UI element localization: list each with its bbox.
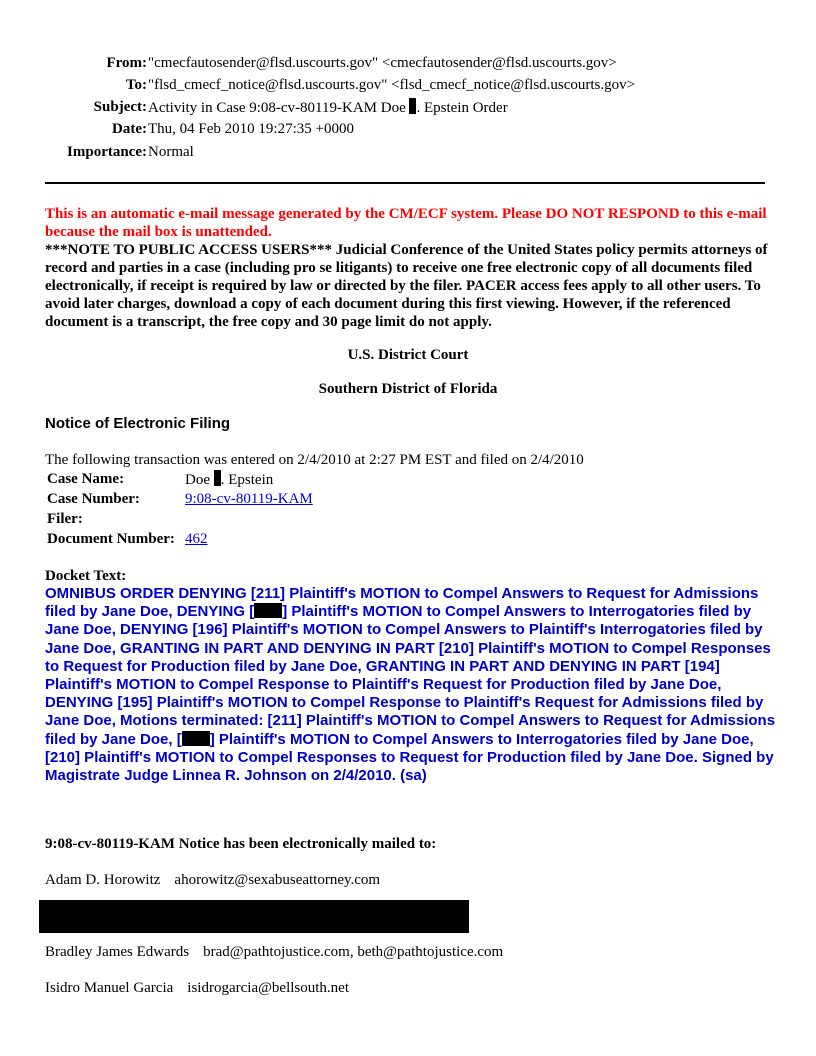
case-number-label: Case Number: [47, 491, 140, 507]
docket-text-part-3: ] Plaintiff's MOTION to Compel Answers to Interrogatories filed by Jane Doe, [210] Plaintiff's MOTION to Compel Responses to Request for Production filed by Jane Doe. Signed by Magistrate Judge Linnea R. Johnson on 2/4/2010. (sa) [45, 730, 774, 785]
recipient-row [45, 872, 380, 889]
auto-message-warning: This is an automatic e-mail message generated by the CM/ECF system. Please DO NOT RESPOND to this e-mail because the mail box is unattended. [45, 206, 767, 240]
redaction-block [254, 603, 282, 618]
date-label: Date: [112, 121, 147, 137]
transaction-line: The following transaction was entered on 2/4/2010 at 2:27 PM EST and filed on 2/4/2010 [45, 452, 584, 468]
recipient-name: Bradley James Edwards [45, 944, 190, 960]
case-name-start: Doe [185, 472, 210, 488]
case-number-link[interactable]: 9:08-cv-80119-KAM [185, 491, 313, 507]
subject-text-end: . Epstein Order [416, 100, 508, 116]
public-access-note: ***NOTE TO PUBLIC ACCESS USERS*** Judicial Conference of the United States policy permits attorneys of record and parties in a case (including pro se litigants) to receive one free electronic copy of all documents filed electronically, if receipt is required by law or directed by the filer. PACER access fees apply to all other users. To avoid later charges, download a copy of each document during this first viewing. However, if the referenced document is a transcript, the free copy and 30 page limit do not apply. [45, 242, 768, 330]
from-value: "cmecfautosender@flsd.uscourts.gov" <cmecfautosender@flsd.uscourts.gov> [148, 55, 617, 71]
subject-label: Subject: [93, 99, 147, 115]
redaction-block [214, 470, 221, 486]
recipient-email: brad@pathtojustice.com, beth@pathtojustice.com [203, 944, 504, 960]
nef-title: Notice of Electronic Filing [45, 415, 231, 432]
to-value: "flsd_cmecf_notice@flsd.uscourts.gov" <flsd_cmecf_notice@flsd.uscourts.gov> [148, 77, 636, 93]
docket-text-label: Docket Text: [45, 568, 127, 584]
importance-label: Importance: [67, 144, 147, 160]
header-divider [45, 182, 765, 184]
date-value: Thu, 04 Feb 2010 19:27:35 +0000 [148, 121, 354, 137]
recipient-name: Isidro Manuel Garcia [45, 980, 174, 996]
filer-label: Filer: [47, 511, 83, 527]
subject-value [148, 98, 508, 117]
docket-text-part-2: ] Plaintiff's MOTION to Compel Answers to Interrogatories filed by Jane Doe, DENYING [196] Plaintiff's MOTION to Compel Answers to Plaintiff's Interrogatories filed by Jane Doe, GRANTING IN PART AND DENYING IN PART [210] Plaintiff's MOTION to Compel Responses to Request for Production filed by Jane Doe, GRANTING IN PART AND DENYING IN PART [194] Plaintiff's MOTION to Compel Response to Plaintiff's Request for Production filed by Jane Doe, DENYING [195] Plaintiff's MOTION to Compel Response to Plaintiff's Request for Admissions filed by Jane Doe, Motions terminated: [211] Plaintiff's MOTION to Compel Answers to Request for Admissions filed by Jane Doe, [ [45, 603, 776, 748]
court-name: U.S. District Court [347, 347, 469, 363]
recipient-name: Adam D. Horowitz [45, 872, 161, 888]
from-label: From: [106, 55, 147, 71]
recipient-email: ahorowitz@sexabuseattorney.com [174, 872, 381, 888]
redaction-block [182, 731, 210, 746]
docket-text-part-1: OMNIBUS ORDER DENYING [211] Plaintiff's MOTION to Compel Answers to Request for Admissions filed by Jane Doe, DENYING [ [45, 585, 759, 621]
subject-text-start: Activity in Case 9:08-cv-80119-KAM Doe [148, 100, 406, 116]
document-number-link[interactable]: 462 [185, 531, 208, 547]
district-name: Southern District of Florida [318, 381, 498, 397]
recipient-row [45, 944, 503, 961]
case-name-label: Case Name: [47, 471, 125, 487]
recipient-email: isidrogarcia@bellsouth.net [187, 980, 349, 996]
recipient-row [45, 980, 349, 997]
redaction-block [39, 900, 469, 933]
document-number-label: Document Number: [47, 531, 175, 547]
case-name-value [185, 470, 273, 490]
case-name-end: . Epstein [220, 472, 274, 488]
importance-value: Normal [148, 144, 194, 160]
docket-text [45, 585, 780, 785]
mailed-to-header: 9:08-cv-80119-KAM Notice has been electronically mailed to: [45, 836, 437, 852]
to-label: To: [125, 77, 147, 93]
